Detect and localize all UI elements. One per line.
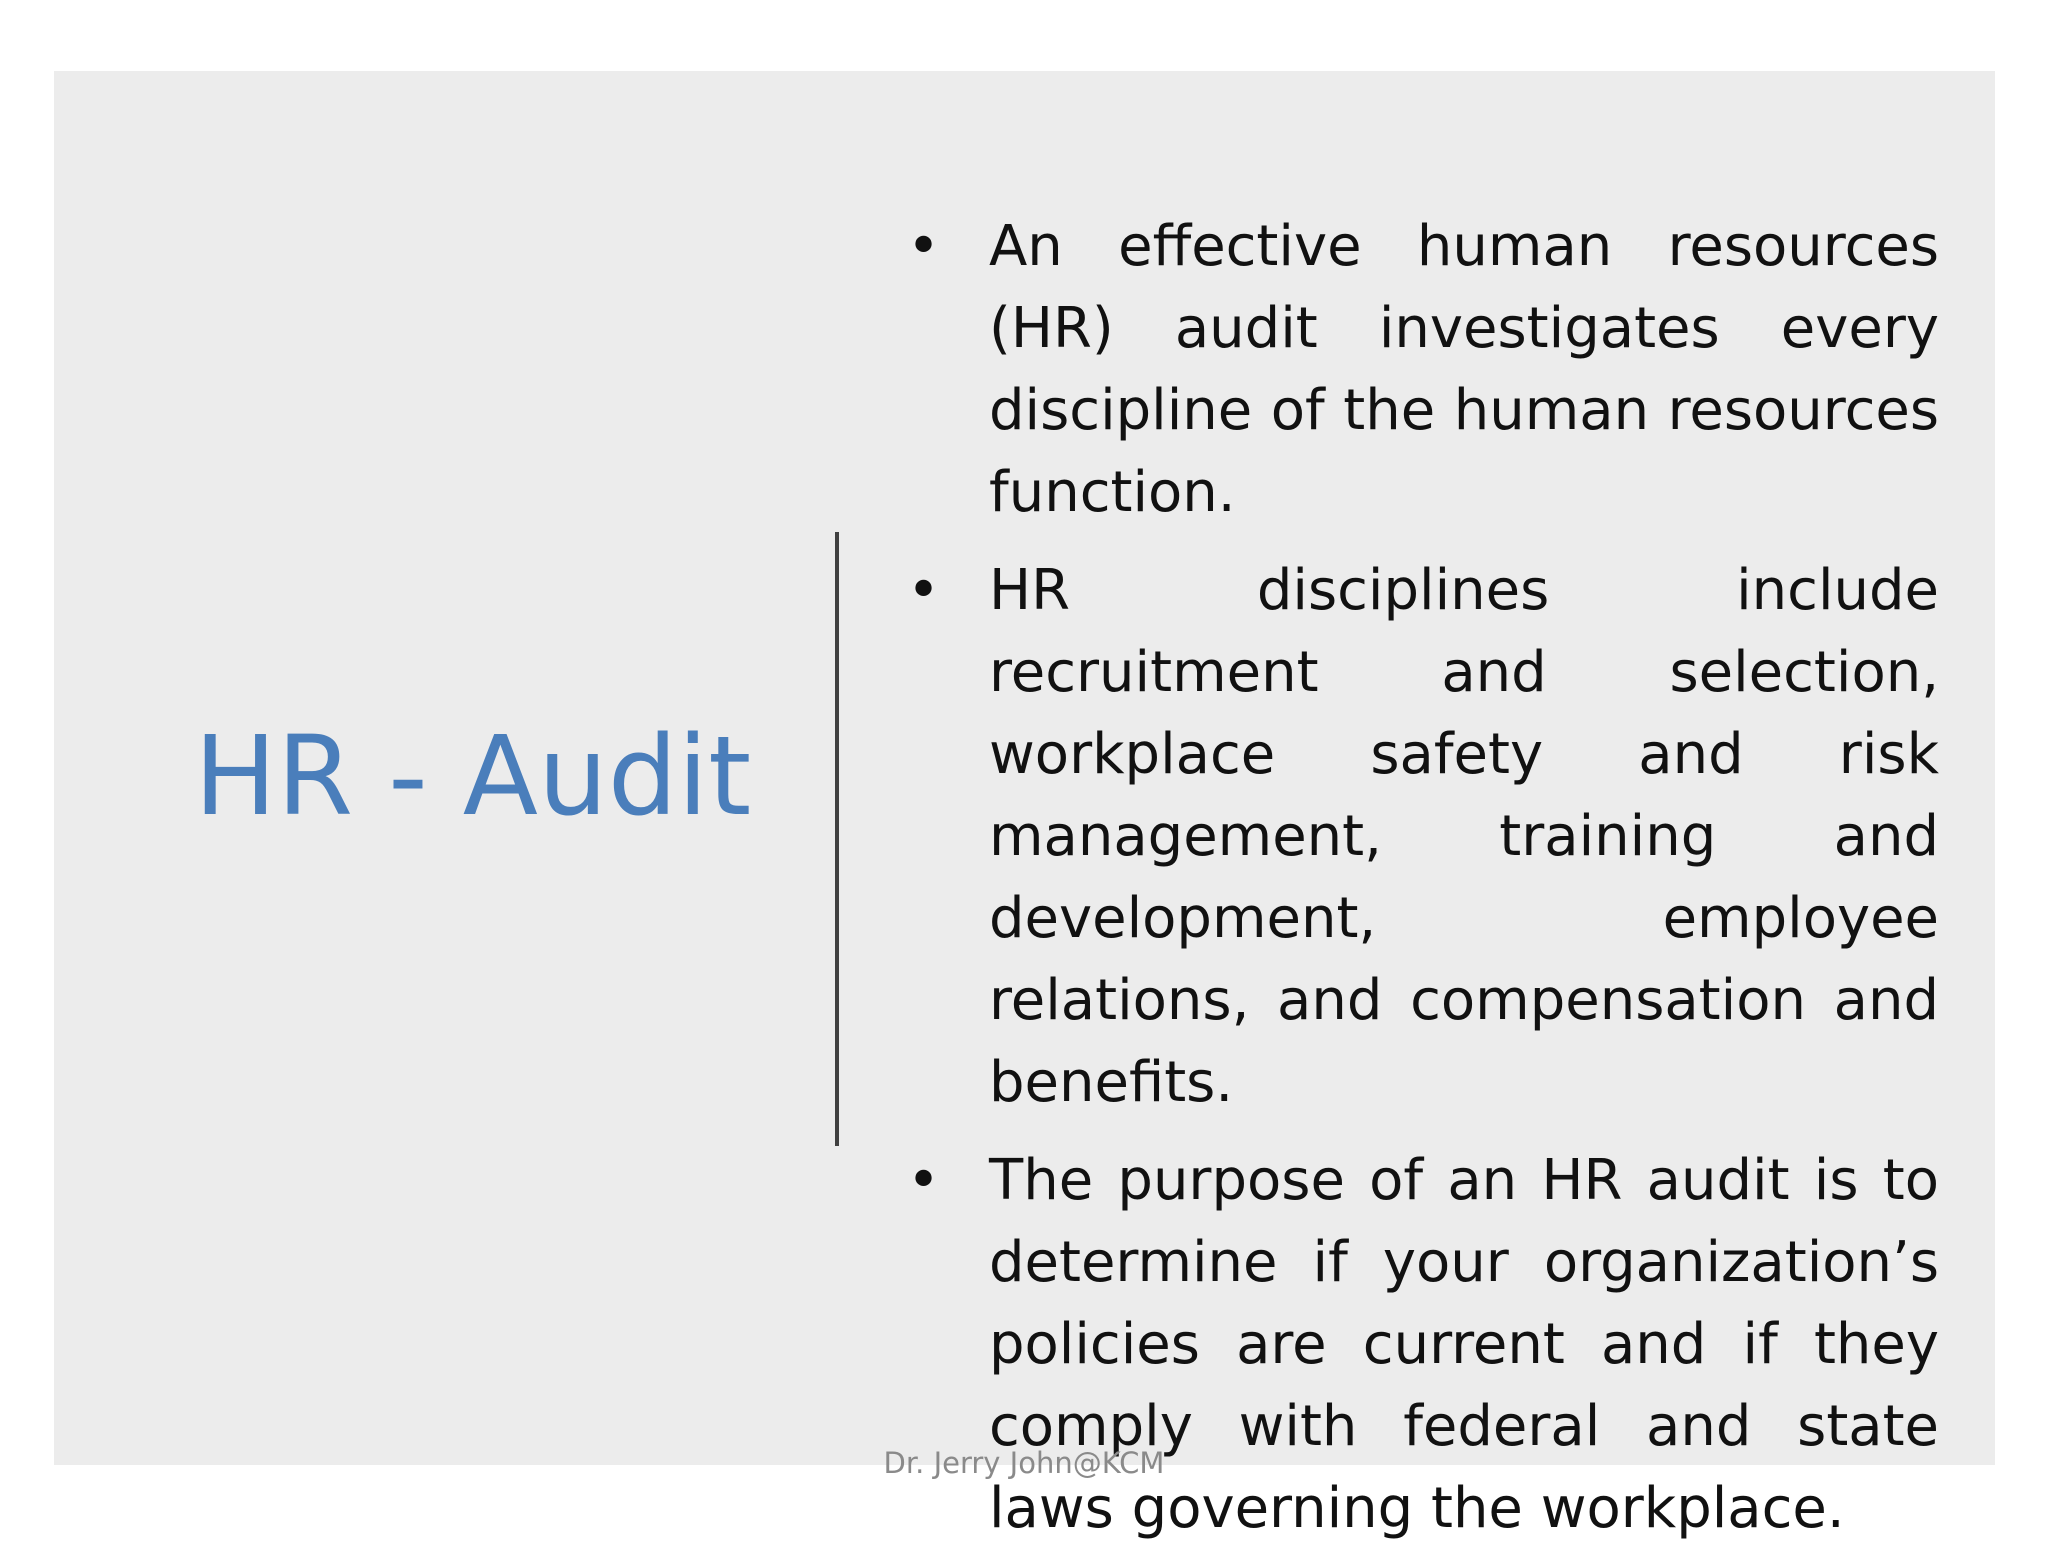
footer-credit: Dr. Jerry John@KCM bbox=[883, 1446, 1165, 1480]
bullet-item bbox=[907, 1140, 1939, 1550]
bullet-text: An effective human resources (HR) audit investigates every discipline of the human resources function. bbox=[989, 214, 1939, 525]
bullet-text: HR disciplines include recruitment and selection, workplace safety and risk management, training and development, employee relations, and compensation and benefits. bbox=[989, 558, 1939, 1115]
bullet-dot-icon: • bbox=[907, 558, 941, 623]
bullet-dot-icon: • bbox=[907, 1148, 941, 1213]
slide-title: HR - Audit bbox=[194, 712, 752, 840]
bullet-dot-icon: • bbox=[907, 214, 941, 279]
bullet-list bbox=[907, 206, 1939, 1566]
slide-background bbox=[54, 71, 1995, 1541]
bullet-text: The purpose of an HR audit is to determine if your organization’s policies are current and if they comply with federal and state laws governing the workplace. bbox=[989, 1148, 1939, 1541]
bullet-item bbox=[907, 550, 1939, 1124]
bullet-item bbox=[907, 206, 1939, 534]
vertical-divider bbox=[835, 532, 839, 1146]
